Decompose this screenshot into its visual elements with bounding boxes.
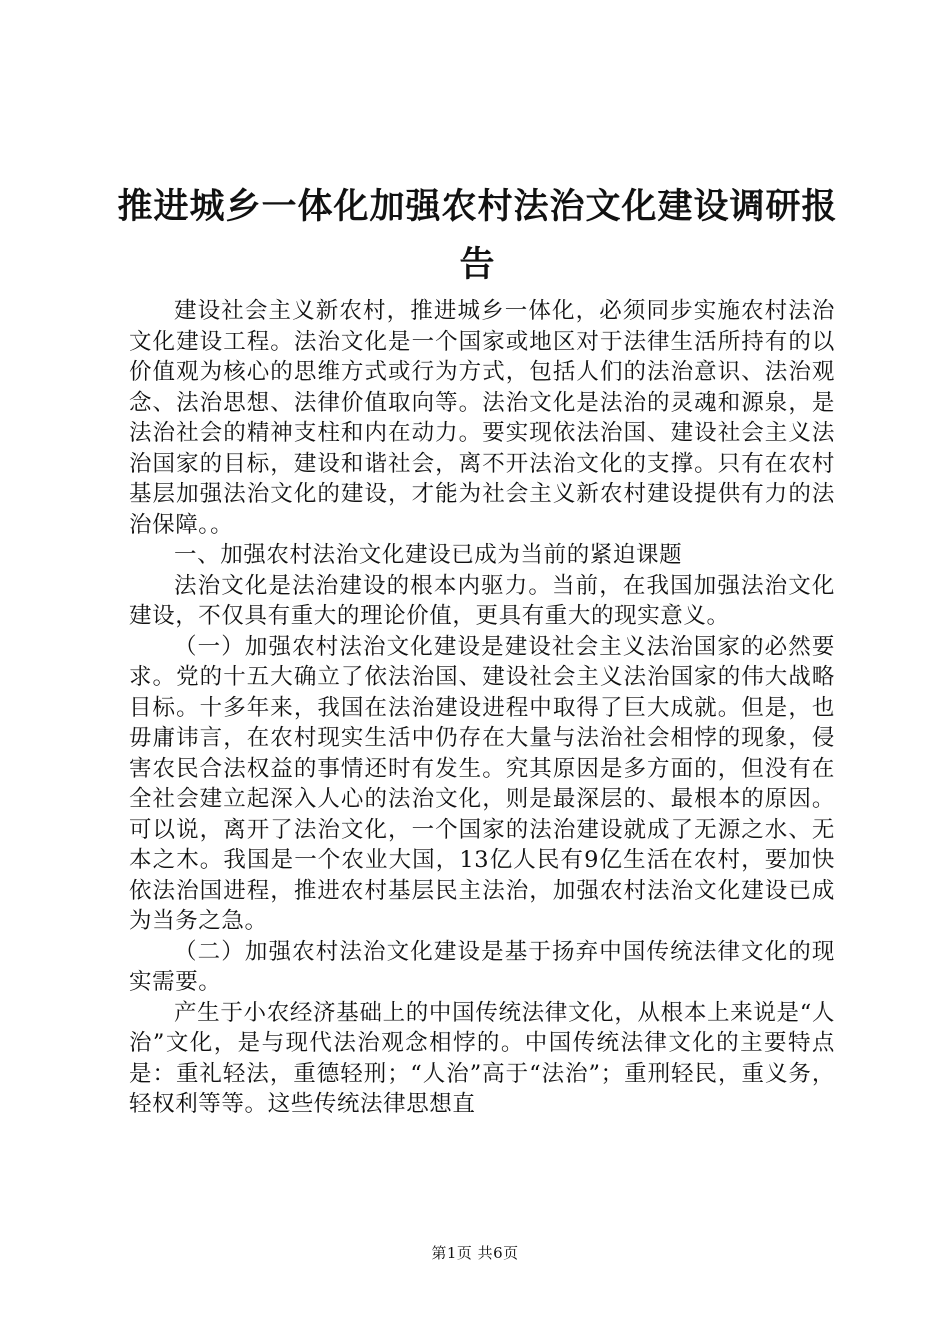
document-title: 推进城乡一体化加强农村法治文化建设调研报告 <box>117 187 838 285</box>
section-heading-1: 一、加强农村法治文化建设已成为当前的紧迫课题 <box>174 542 683 568</box>
document-body <box>129 296 835 1120</box>
paragraph-section-1-intro: 法治文化是法治建设的根本内驱力。当前，在我国加强法治文化建设，不仅具有重大的理论价值，更具有重大的现实意义。 <box>129 572 835 629</box>
paragraph-point-2: （二）加强农村法治文化建设是基于扬弃中国传统法律文化的现实需要。 <box>129 938 835 995</box>
paragraph-point-1: （一）加强农村法治文化建设是建设社会主义法治国家的必然要求。党的十五大确立了依法治国、建设社会主义法治国家的伟大战略目标。十多年来，我国在法治建设进程中取得了巨大成就。但是，也毋庸讳言，在农村现实生活中仍存在大量与法治社会相悖的现象，侵害农民合法权益的事情还时有发生。究其原因是多方面的，但没有在全社会建立起深入人心的法治文化，则是最深层的、最根本的原因。可以说，离开了法治文化，一个国家的法治建设就成了无源之水、无本之木。我国是一个农业大国，13亿人民有9亿生活在农村，要加快依法治国进程，推进农村基层民主法治，加强农村法治文化建设已成为当务之急。 <box>129 633 835 934</box>
paragraph-traditional-law: 产生于小农经济基础上的中国传统法律文化，从根本上来说是“人治”文化，是与现代法治观念相悖的。中国传统法律文化的主要特点是：重礼轻法，重德轻刑；“人治”高于“法治”；重刑轻民，重义务，轻权利等等。这些传统法律思想直 <box>129 999 835 1117</box>
paragraph-intro: 建设社会主义新农村，推进城乡一体化，必须同步实施农村法治文化建设工程。法治文化是一个国家或地区对于法律生活所持有的以价值观为核心的思维方式或行为方式，包括人们的法治意识、法治观念、法治思想、法律价值取向等。法治文化是法治的灵魂和源泉，是法治社会的精神支柱和内在动力。要实现依法治国、建设社会主义法治国家的目标，建设和谐社会，离不开法治文化的支撑。只有在农村基层加强法治文化的建设，才能为社会主义新农村建设提供有力的法治保障。。 <box>129 298 835 538</box>
page-footer: 第1页 共6页 <box>431 1244 519 1262</box>
